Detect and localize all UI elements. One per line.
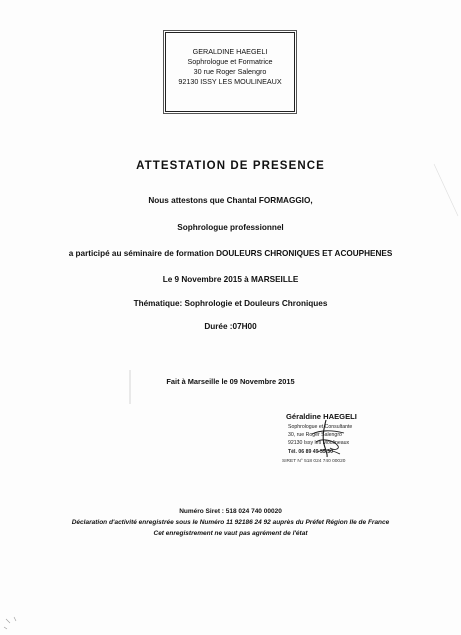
stamp-line: Sophrologue et Consultante (288, 424, 353, 430)
stamp-phone: Tél. 06 89 49 55 50 (288, 449, 333, 455)
footer-declaration: Déclaration d'activité enregistrée sous le Numéro 11 92186 24 92 auprès du Préfet Région Ile de France (71, 519, 390, 526)
stamp-line: 92130 Issy les Moulineaux (288, 440, 350, 446)
letterhead-city: 92130 ISSY LES MOULINEAUX (178, 77, 282, 86)
stamp-siret: SIRET N° 518 024 740 00020 (282, 459, 346, 464)
letterhead-profession: Sophrologue et Formatrice (187, 57, 273, 66)
footer-siret: Numéro Siret : 518 024 740 00020 (179, 508, 282, 515)
stamp-line: 30, rue Roger Salengro (288, 432, 342, 438)
handwritten-signature (304, 418, 354, 458)
profession-line: Sophrologue professionnel (177, 223, 284, 232)
seminar-line: a participé au séminaire de formation DOULEURS CHRONIQUES ET ACOUPHENES (68, 249, 393, 258)
theme-line: Thématique: Sophrologie et Douleurs Chroniques (133, 299, 328, 308)
letterhead-box (165, 32, 295, 112)
scan-mark (430, 160, 461, 220)
footer-note: Cet enregistrement ne vaut pas agrément de l'état (153, 530, 308, 537)
stamp-name: Géraldine HAEGELI (286, 412, 357, 421)
duration-line: Durée :07H00 (204, 322, 257, 331)
attestation-line: Nous attestons que Chantal FORMAGGIO, (148, 196, 313, 205)
date-location-line: Le 9 Novembre 2015 à MARSEILLE (162, 275, 299, 284)
scan-mark (127, 370, 133, 404)
letterhead-street: 30 rue Roger Salengro (193, 67, 267, 76)
letterhead-name: GERALDINE HAEGELI (192, 47, 268, 56)
scan-mark (0, 615, 30, 635)
letterhead-text (166, 47, 294, 87)
document-title: ATTESTATION DE PRESENCE (136, 160, 325, 172)
place-date-line: Fait à Marseille le 09 Novembre 2015 (166, 377, 295, 386)
